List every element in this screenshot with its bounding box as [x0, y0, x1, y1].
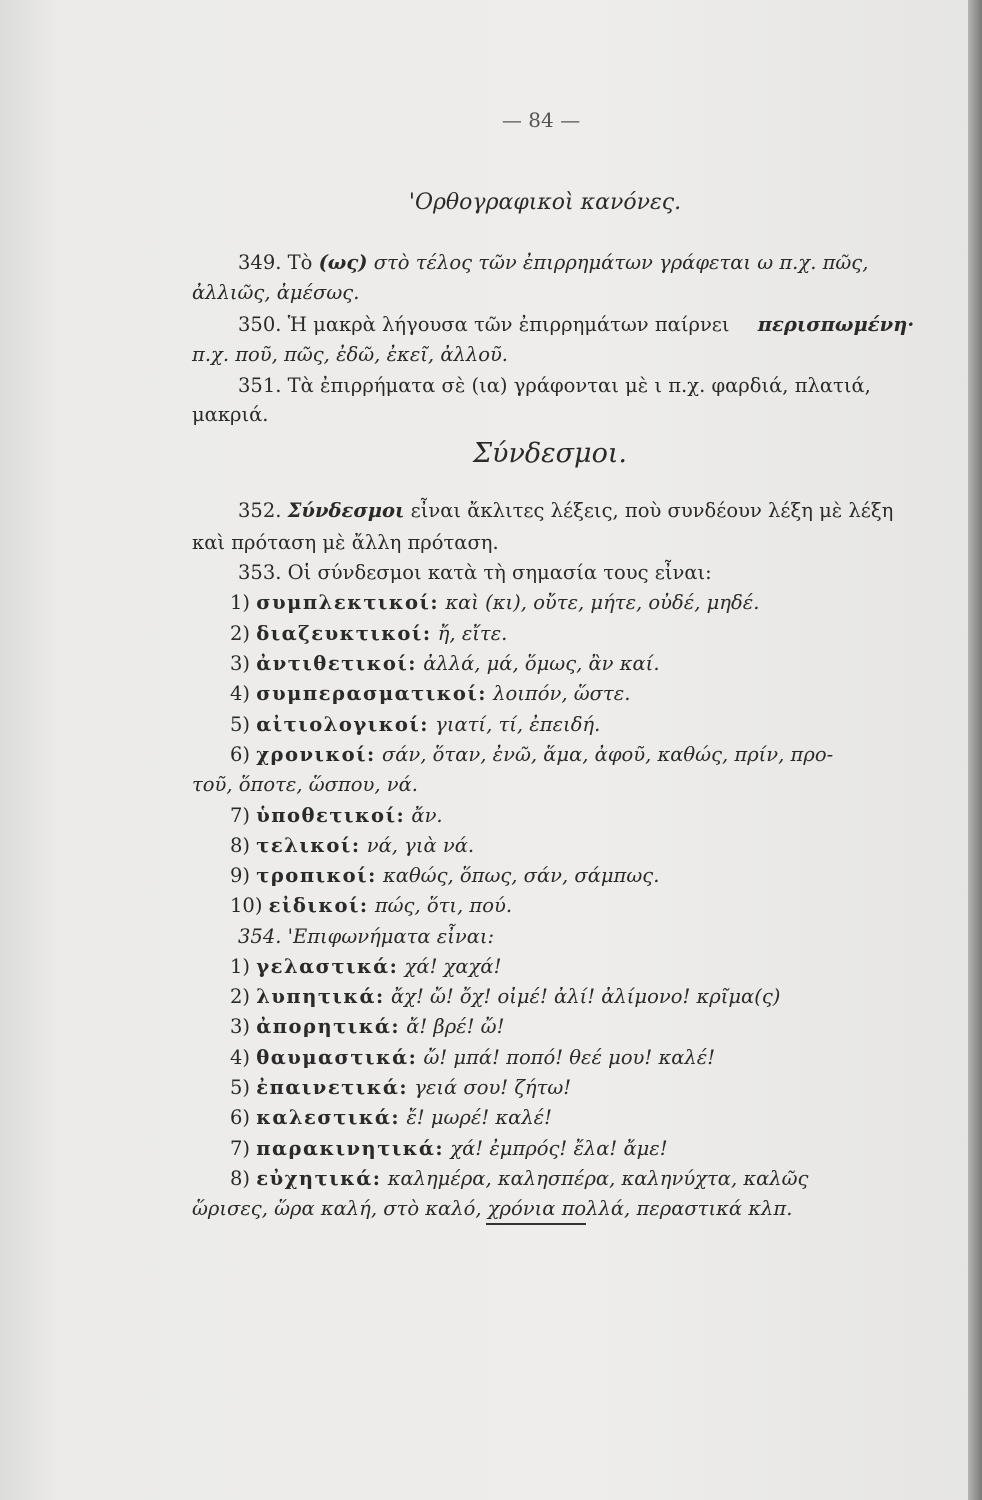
interjection-item: [230, 1045, 715, 1071]
item-examples: χά! ἐμπρός! ἔλα! ἄμε!: [450, 1137, 668, 1160]
rule-352-term: Σύνδεσμοι: [287, 499, 405, 522]
item-label: χρονικοί:: [256, 743, 376, 766]
item-examples: γιατί, τί, ἐπειδή.: [435, 713, 601, 736]
heading-conjunctions: Σύνδεσμοι.: [472, 438, 628, 469]
item-examples: καὶ (κι), οὔτε, μήτε, οὐδέ, μηδέ.: [445, 591, 760, 614]
item-number: 1): [230, 955, 251, 978]
conjunction-item: [230, 893, 512, 919]
rule-351-cont: μακριά.: [192, 403, 269, 426]
item-number: 4): [230, 1046, 251, 1069]
item-number: 7): [230, 1137, 251, 1160]
item-label: διαζευκτικοί:: [256, 622, 432, 645]
item-number: 3): [230, 652, 251, 675]
item-examples: γειά σου! ζήτω!: [414, 1076, 572, 1099]
rule-349-text: στὸ τέλος τῶν ἐπιρρημάτων γράφεται ω π.χ. πῶς,: [373, 251, 869, 274]
page-number: — 84 —: [501, 108, 581, 132]
item-label: γελαστικά:: [256, 955, 399, 978]
item-label: καλεστικά:: [256, 1106, 401, 1129]
rule-350-cont: π.χ. ποῦ, πῶς, ἐδῶ, ἐκεῖ, ἀλλοῦ.: [192, 343, 509, 366]
item-label: συμπλεκτικοί:: [256, 591, 440, 614]
conjunction-item: [230, 651, 660, 677]
item-label: τελικοί:: [256, 834, 361, 857]
interjection-item: [230, 1136, 668, 1162]
rule-349-num: 349. Τὸ: [238, 251, 313, 274]
item-number: 6): [230, 743, 251, 766]
item-label: ἐπαινετικά:: [256, 1076, 409, 1099]
item-examples: νά, γιὰ νά.: [366, 834, 475, 857]
item-number: 2): [230, 985, 251, 1008]
rule-352-num: 352.: [238, 499, 282, 522]
conjunction-item: [230, 590, 759, 616]
conjunction-item: [230, 712, 600, 738]
rule-352: [238, 498, 893, 524]
rule-349: [238, 250, 868, 276]
item-label: ἀντιθετικοί:: [256, 652, 417, 675]
conjunction-item: [230, 621, 507, 647]
item-examples: πώς, ὅτι, πού.: [374, 894, 513, 917]
rule-349-cont: ἀλλιῶς, ἀμέσως.: [192, 281, 360, 304]
interjection-8-cont: ὥρισες, ὥρα καλή, στὸ καλό, χρόνια πολλά, περαστικά κλπ.: [192, 1197, 793, 1220]
item-examples: καλημέρα, καλησπέρα, καληνύχτα, καλῶς: [387, 1167, 809, 1190]
interjection-item: [230, 1166, 808, 1192]
item-number: 6): [230, 1106, 251, 1129]
item-label: ἀπορητικά:: [256, 1015, 401, 1038]
item-number: 8): [230, 834, 251, 857]
item-number: 5): [230, 1076, 251, 1099]
item-examples: ἄ! βρέ! ὤ!: [406, 1015, 505, 1038]
conjunction-item: [230, 863, 659, 889]
item-number: 9): [230, 864, 251, 887]
interjection-item: [230, 954, 501, 980]
item-examples: ἄν.: [411, 804, 443, 827]
item-examples: ἀλλά, μά, ὅμως, ἂν καί.: [423, 652, 660, 675]
heading-orthography: 'Ορθογραφικοὶ κανόνες.: [408, 190, 682, 215]
interjection-item: [230, 1075, 571, 1101]
rule-350: [238, 312, 914, 338]
item-number: 3): [230, 1015, 251, 1038]
rule-352-cont: καὶ πρόταση μὲ ἄλλη πρόταση.: [192, 531, 499, 554]
item-label: εἰδικοί:: [268, 894, 369, 917]
conjunction-item: [230, 803, 443, 829]
page-edge: [968, 0, 982, 1500]
item-number: 2): [230, 622, 251, 645]
item-examples: ἄχ! ὤ! ὄχ! οἰμέ! ἀλί! ἀλίμονο! κρῖμα(ς): [390, 985, 781, 1008]
item-number: 8): [230, 1167, 251, 1190]
interjection-item: [230, 1105, 552, 1131]
item-number: 10): [230, 894, 263, 917]
rule-352-text: εἶναι ἄκλιτες λέξεις, ποὺ συνδέουν λέξη μὲ λέξη: [410, 499, 894, 522]
item-label: συμπερασματικοί:: [256, 682, 487, 705]
item-number: 5): [230, 713, 251, 736]
item-examples: λοιπόν, ὥστε.: [493, 682, 631, 705]
conjunction-item: [230, 681, 630, 707]
item-label: λυπητικά:: [256, 985, 385, 1008]
item-label: εὐχητικά:: [256, 1167, 382, 1190]
end-rule: [486, 1223, 586, 1225]
rule-351-text: 351. Τὰ ἐπιρρήματα σὲ (ια) γράφονται μὲ ι π.χ. φαρδιά, πλατιά,: [238, 374, 871, 397]
conjunction-item: [230, 742, 833, 768]
item-number: 4): [230, 682, 251, 705]
item-label: τροπικοί:: [256, 864, 377, 887]
item-examples: σάν, ὅταν, ἐνῶ, ἅμα, ἀφοῦ, καθώς, πρίν, προ-: [381, 743, 834, 766]
conjunction-item: [230, 833, 474, 859]
item-examples: ἔ! μωρέ! καλέ!: [406, 1106, 552, 1129]
item-examples: ἤ, εἴτε.: [437, 622, 508, 645]
rule-353-intro: 353. Οἱ σύνδεσμοι κατὰ τὴ σημασία τους εἶναι:: [238, 561, 712, 584]
rule-354-intro: 354. 'Επιφωνήματα εἶναι:: [238, 925, 495, 948]
item-number: 7): [230, 804, 251, 827]
rule-350-text: 350. Ἡ μακρὰ λήγουσα τῶν ἐπιρρημάτων παίρνει: [238, 313, 730, 336]
rule-350-term: περισπωμένη·: [757, 313, 915, 336]
item-examples: χά! χαχά!: [404, 955, 502, 978]
item-examples: ὤ! μπά! ποπό! θεέ μου! καλέ!: [423, 1046, 716, 1069]
conjunction-6-cont: τοῦ, ὅποτε, ὥσπου, νά.: [192, 773, 418, 796]
item-label: ὑποθετικοί:: [256, 804, 406, 827]
rule-349-term: (ως): [318, 251, 368, 274]
item-label: θαυμαστικά:: [256, 1046, 418, 1069]
item-label: παρακινητικά:: [256, 1137, 445, 1160]
item-number: 1): [230, 591, 251, 614]
item-label: αἰτιολογικοί:: [256, 713, 429, 736]
interjection-item: [230, 1014, 504, 1040]
item-examples: καθώς, ὅπως, σάν, σάμπως.: [382, 864, 660, 887]
interjection-item: [230, 984, 780, 1010]
